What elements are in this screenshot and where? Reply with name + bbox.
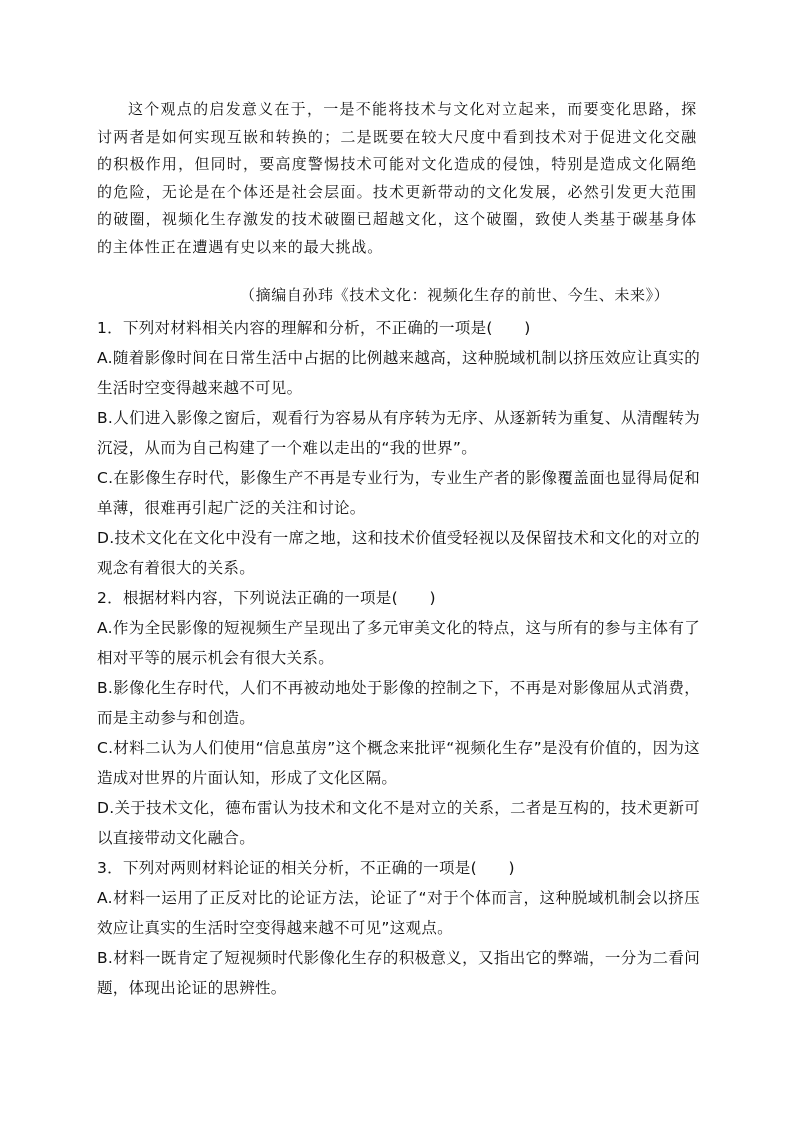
question-list [97,313,700,1003]
question-stem: 3．下列对两则材料论证的相关分析，不正确的一项是( ) [97,859,515,877]
question-1 [97,313,700,583]
option-a: A.作为全民影像的短视频生产呈现出了多元审美文化的特点，这与所有的参与主体有了相对平等的展示机会有很大关系。 [97,619,700,667]
passage-paragraph: 这个观点的启发意义在于，一是不能将技术与文化对立起来，而要变化思路，探讨两者是如何实现互嵌和转换的；二是既要在较大尺度中看到技术对于促进文化交融的积极作用，但同时，要高度警惕技术可能对文化造成的侵蚀，特别是造成文化隔绝的危险，无论是在个体还是社会层面。技术更新带动的文化发展，必然引发更大范围的破圈，视频化生存激发的技术破圈已超越文化，这个破圈，致使人类基于碳基身体的主体性正在遭遇有史以来的最大挑战。 [97,100,697,256]
option-d: D.关于技术文化，德布雷认为技术和文化不是对立的关系，二者是互构的，技术更新可以直接带动文化融合。 [97,799,700,847]
option-a: A.材料一运用了正反对比的论证方法，论证了“对于个体而言，这种脱域机制会以挤压效应让真实的生活时空变得越来越不可见”这观点。 [97,889,700,937]
question-3 [97,853,700,1003]
question-stem: 2．根据材料内容，下列说法正确的一项是( ) [97,589,436,607]
option-c: C.在影像生存时代，影像生产不再是专业行为，专业生产者的影像覆盖面也显得局促和单薄，很难再引起广泛的关注和讨论。 [97,469,700,517]
option-d: D.技术文化在文化中没有一席之地，这和技术价值受轻视以及保留技术和文化的对立的观念有着很大的关系。 [97,529,700,577]
option-b: B.材料一既肯定了短视频时代影像化生存的积极意义，又指出它的弊端，一分为二看问题，体现出论证的思辨性。 [97,949,700,997]
question-2 [97,583,700,853]
option-a: A.随着影像时间在日常生活中占据的比例越来越高，这种脱域机制以挤压效应让真实的生活时空变得越来越不可见。 [97,349,700,397]
option-b: B.人们进入影像之窗后，观看行为容易从有序转为无序、从逐新转为重复、从清醒转为沉浸，从而为自己构建了一个难以走出的“我的世界”。 [97,409,700,457]
question-stem: 1．下列对材料相关内容的理解和分析，不正确的一项是( ) [97,319,531,337]
passage-source: （摘编自孙玮《技术文化：视频化生存的前世、今生、未来》） [240,286,670,304]
option-c: C.材料二认为人们使用“信息茧房”这个概念来批评“视频化生存”是没有价值的，因为这造成对世界的片面认知，形成了文化区隔。 [97,739,700,787]
option-b: B.影像化生存时代，人们不再被动地处于影像的控制之下，不再是对影像屈从式消费，而是主动参与和创造。 [97,679,700,727]
